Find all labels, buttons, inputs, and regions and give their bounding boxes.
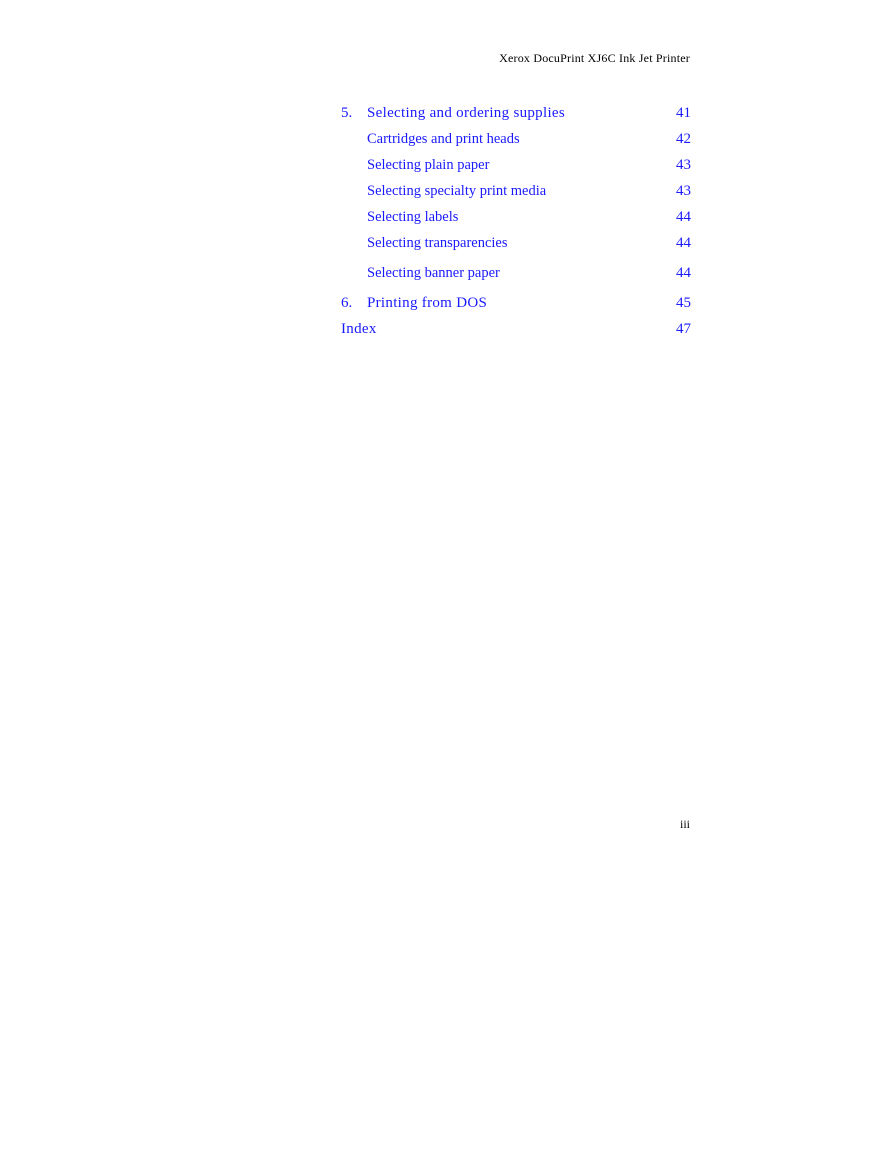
toc-entry-plain-paper[interactable] [341, 154, 691, 180]
toc-entry-banner-paper[interactable] [341, 262, 691, 288]
toc-entry-specialty-media[interactable] [341, 180, 691, 206]
toc-entry-title[interactable]: Selecting and ordering supplies [367, 105, 566, 121]
running-header: Xerox DocuPrint XJ6C Ink Jet Printer [499, 51, 690, 65]
toc-chapter-number: 5. [341, 105, 353, 121]
toc-entry-page[interactable]: 42 [676, 131, 691, 147]
table-of-contents [341, 102, 691, 344]
toc-entry-title[interactable]: Selecting transparencies [367, 235, 508, 251]
toc-entry-title[interactable]: Cartridges and print heads [367, 131, 520, 147]
toc-entry-title[interactable]: Selecting specialty print media [367, 183, 547, 199]
page-number: iii [679, 817, 690, 831]
toc-entry-page[interactable]: 45 [676, 295, 691, 311]
toc-entry-transparencies[interactable] [341, 232, 691, 258]
toc-chapter-number: 6. [341, 295, 353, 311]
toc-entry-chapter-6[interactable] [341, 292, 691, 318]
toc-entry-title[interactable]: Selecting plain paper [367, 157, 490, 173]
toc-entry-page[interactable]: 44 [676, 265, 691, 281]
toc-entry-title[interactable]: Selecting banner paper [367, 265, 500, 281]
toc-entry-title[interactable]: Printing from DOS [367, 295, 488, 311]
toc-entry-page[interactable]: 43 [676, 157, 691, 173]
toc-entry-page[interactable]: 43 [676, 183, 691, 199]
toc-entry-labels[interactable] [341, 206, 691, 232]
toc-entry-chapter-5[interactable] [341, 102, 691, 128]
toc-entry-page[interactable]: 44 [676, 235, 691, 251]
toc-entry-page[interactable]: 41 [676, 105, 691, 121]
toc-entry-title[interactable]: Index [341, 321, 377, 337]
toc-entry-index[interactable] [341, 318, 691, 344]
toc-entry-page[interactable]: 44 [676, 209, 691, 225]
toc-entry-title[interactable]: Selecting labels [367, 209, 459, 225]
toc-entry-cartridges[interactable] [341, 128, 691, 154]
toc-entry-page[interactable]: 47 [676, 321, 691, 337]
